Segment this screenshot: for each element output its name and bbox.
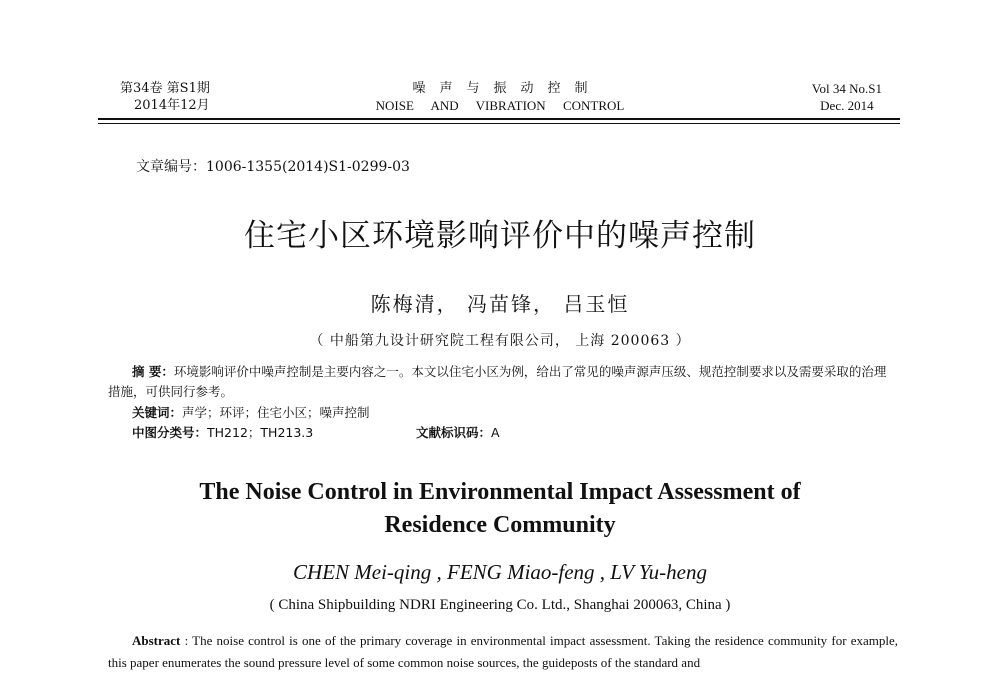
abstract-en-text: : The noise control is one of the primary coverage in environmental impact assessment. Taking the residence community for example, this paper enumerates the sound pressure level of some common noise sources, the guideposts of the standard and	[108, 633, 898, 670]
volume-issue-cn: 第34卷 第S1期	[120, 81, 210, 96]
document-code	[416, 423, 500, 441]
article-number: 文章编号：1006-1355(2014)S1-0299-03	[136, 159, 410, 175]
authors-cn: 陈梅清， 冯苗锋， 吕玉恒	[370, 292, 630, 316]
doccode-text: A	[491, 425, 500, 440]
header-rule-thin	[98, 123, 900, 124]
header-rule-thick	[98, 118, 900, 120]
abstract-en-label: Abstract	[132, 633, 181, 648]
keywords-cn	[132, 403, 370, 421]
issue-date-cn: 2014年12月	[134, 98, 210, 113]
title-cn: 住宅小区环境影响评价中的噪声控制	[244, 218, 756, 254]
title-en: The Noise Control in Environmental Impact Assessment of Residence Community	[199, 479, 801, 538]
clc-number	[132, 423, 313, 441]
journal-name-en: NOISE AND VIBRATION CONTROL	[375, 98, 625, 113]
volume-issue-en: Vol 34 No.S1	[811, 81, 882, 96]
affiliation-cn: （ 中船第九设计研究院工程有限公司， 上海 200063 ）	[309, 333, 691, 349]
keywords-cn-label: 关键词：	[132, 405, 183, 420]
journal-name-cn: 噪声与振动控制	[412, 81, 602, 96]
authors-en: CHEN Mei-qing , FENG Miao-feng , LV Yu-heng	[293, 560, 707, 584]
abstract-cn	[108, 362, 898, 402]
abstract-cn-label: 摘 要：	[132, 364, 174, 379]
keywords-cn-text: 声学；环评；住宅小区；噪声控制	[182, 405, 370, 420]
doccode-label: 文献标识码：	[416, 425, 492, 440]
abstract-cn-text: 环境影响评价中噪声控制是主要内容之一。本文以住宅小区为例，给出了常见的噪声源声压级、规范控制要求以及需要采取的治理措施，可供同行参考。	[108, 364, 887, 399]
issue-date-en: Dec. 2014	[820, 98, 874, 113]
abstract-en	[108, 630, 898, 674]
clc-label: 中图分类号：	[132, 425, 208, 440]
clc-text: TH212；TH213.3	[207, 425, 314, 440]
journal-volume-en	[812, 80, 882, 114]
affiliation-en: ( China Shipbuilding NDRI Engineering Co. Ltd., Shanghai 200063, China )	[269, 597, 731, 613]
